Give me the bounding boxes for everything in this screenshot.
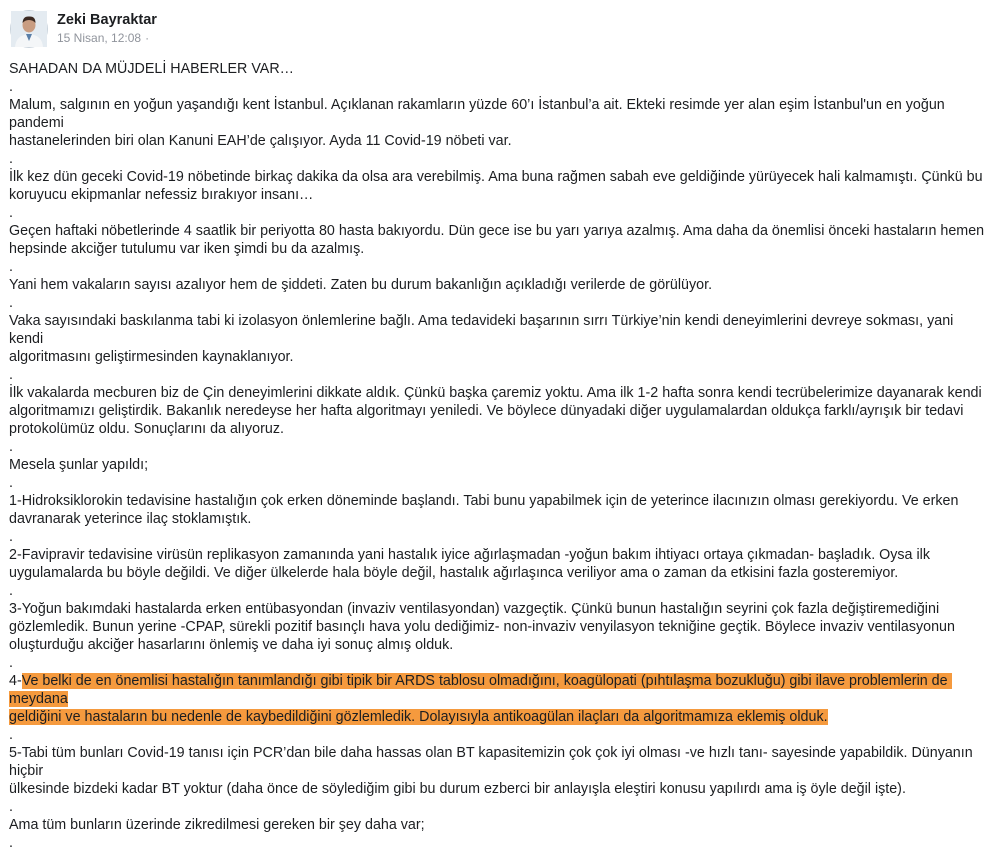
post-text-line: Yani hem vakaların sayısı azalıyor hem de şiddeti. Zaten bu durum bakanlığın açıkladığı verilerde de görülüyor. — [9, 277, 713, 293]
dot-separator: . — [9, 367, 13, 383]
post-timestamp[interactable]: 15 Nisan, 12:08 — [57, 31, 142, 45]
post-text-line: Geçen haftaki nöbetlerinde 4 saatlik bir periyotta 80 hasta bakıyordu. Dün gece ise bu yarı yarıya azalmış. Ama daha da önemlisi önceki hastaların hemen — [9, 223, 985, 239]
post-header — [10, 8, 157, 50]
dot-separator: . — [9, 259, 13, 275]
post-text-line: İlk kez dün geceki Covid-19 nöbetinde birkaç dakika da olsa ara verebilmiş. Ama buna rağmen sabah eve geldiğinde yürüyecek hali kalmamıştı. Çünkü bu — [9, 169, 983, 185]
post-text-line: 3-Yoğun bakımdaki hastalarda erken entübasyondan (invaziv ventilasyondan) vazgeçtik. Çünkü bunun hastalığın seyrini çok fazla değiştiremediğini — [9, 601, 940, 617]
dot-separator: . — [9, 727, 13, 743]
post-text-line: ülkesinde bizdeki kadar BT yoktur (daha önce de söylediğim gibi bu durum ezberci bir anlayışla eleştiri konusu yapılırdı ama iş öyle değil işte). — [9, 781, 906, 797]
dot-separator: . — [9, 475, 13, 491]
post-body — [9, 60, 991, 852]
post-text-line: gözlemledik. Bunun yerine -CPAP, sürekli pozitif basınçlı hava yolu dediğimiz- non-invaziv venyilasyon tekniğine geçtik. Böylece invaziv ventilasyonun — [9, 619, 955, 635]
post-text-line: Mesela şunlar yapıldı; — [9, 457, 149, 473]
post-text-line: Malum, salgının en yoğun yaşandığı kent İstanbul. Açıklanan rakamların yüzde 60’ı İstanbul’a ait. Ekteki resimde yer alan eşim İstanbul'un en yoğun pandemi — [9, 97, 949, 131]
dot-separator: . — [9, 439, 13, 455]
dot-separator: . — [9, 583, 13, 599]
post-text-line: koruyucu ekipmanlar nefessiz bırakıyor insanı… — [9, 187, 314, 203]
list-number: 4- — [9, 673, 22, 689]
person-icon — [11, 11, 47, 47]
post-text-line: 5-Tabi tüm bunları Covid-19 tanısı için PCR’dan bile daha hassas olan BT kapasitemizin çok çok iyi olması -ve hızlı tanı- sayesinde yapabildik. Dünyanın hiçbir — [9, 745, 977, 779]
post-text-line: Ama tüm bunların üzerinde zikredilmesi gereken bir şey daha var; — [9, 817, 425, 833]
author-name[interactable]: Zeki Bayraktar — [57, 12, 157, 28]
post-timestamp-line — [57, 31, 157, 46]
post-text-line: protokolümüz oldu. Sonuçlarını da alıyoruz. — [9, 421, 284, 437]
post-text-line: SAHADAN DA MÜJDELİ HABERLER VAR… — [9, 61, 294, 77]
post-meta — [57, 12, 157, 46]
audience-separator: · — [145, 31, 150, 45]
highlighted-text-line — [9, 708, 991, 726]
dot-separator: . — [9, 295, 13, 311]
post-text-line: 1-Hidroksiklorokin tedavisine hastalığın çok erken döneminde başlandı. Tabi bunu yapabilmek için de yeterince ilacınızın olması gerekiyordu. Ve erken — [9, 493, 959, 509]
highlighted-text-line — [9, 672, 991, 708]
highlighted-text: Ve belki de en önemlisi hastalığın tanımlandığı gibi tipik bir ARDS tablosu olmadığını, koagülopati (pıhtılaşma bozukluğu) gibi ilave problemlerin de meydana — [9, 673, 952, 707]
dot-separator: . — [9, 151, 13, 167]
post-text-line: hepsinde akciğer tutulumu var iken şimdi bu da azalmış. — [9, 241, 365, 257]
dot-separator: . — [9, 205, 13, 221]
dot-separator: . — [9, 529, 13, 545]
author-avatar[interactable] — [10, 10, 48, 48]
dot-separator: . — [9, 799, 13, 815]
dot-separator: . — [9, 79, 13, 95]
post-text-line: Vaka sayısındaki baskılanma tabi ki izolasyon önlemlerine bağlı. Ama tedavideki başarının sırrı Türkiye’nin kendi deneyimlerini devreye sokması, yani kendi — [9, 313, 958, 347]
post-text-line: hastanelerinden biri olan Kanuni EAH’de çalışıyor. Ayda 11 Covid-19 nöbeti var. — [9, 133, 512, 149]
post-text-line: algoritmasını geliştirmesinden kaynaklanıyor. — [9, 349, 294, 365]
post-text-line: algoritmamızı geliştirdik. Bakanlık neredeyse her hafta algoritmayı yeniledi. Ve böylece dünyadaki diğer uygulamalardan oldukça farklı/ayrışık bir tedavi — [9, 403, 964, 419]
highlighted-text: geldiğini ve hastaların bu nedenle de kaybedildiğini gözlemledik. Dolayısıyla antikoagülan ilaçları da algoritmamıza eklemiş olduk. — [9, 709, 828, 725]
dot-separator: . — [9, 835, 13, 851]
post-text-line: 2-Favipravir tedavisine virüsün replikasyon zamanında yani hastalık iyice ağırlaşmadan -yoğun bakım ihtiyacı ortaya çıkmadan- başladık. Oysa ilk — [9, 547, 930, 563]
post-text-line: İlk vakalarda mecburen biz de Çin deneyimlerini dikkate aldık. Çünkü başka çaremiz yoktu. Ama ilk 1-2 hafta sonra kendi tecrübelerimize dayanarak kendi — [9, 385, 982, 401]
post-text-line: uygulamalarda bu böyle değildi. Ve diğer ülkelerde hala böyle değil, hastalık ağırlaşınca veriliyor ama o zaman da etkisini fazla gosteremiyor. — [9, 565, 899, 581]
post-text-line: oluşturduğu akciğer hasarlarını önlemiş ve daha iyi sonuç almış olduk. — [9, 637, 454, 653]
post-text-line: davranarak yeterince ilaç stoklamıştık. — [9, 511, 252, 527]
dot-separator: . — [9, 655, 13, 671]
